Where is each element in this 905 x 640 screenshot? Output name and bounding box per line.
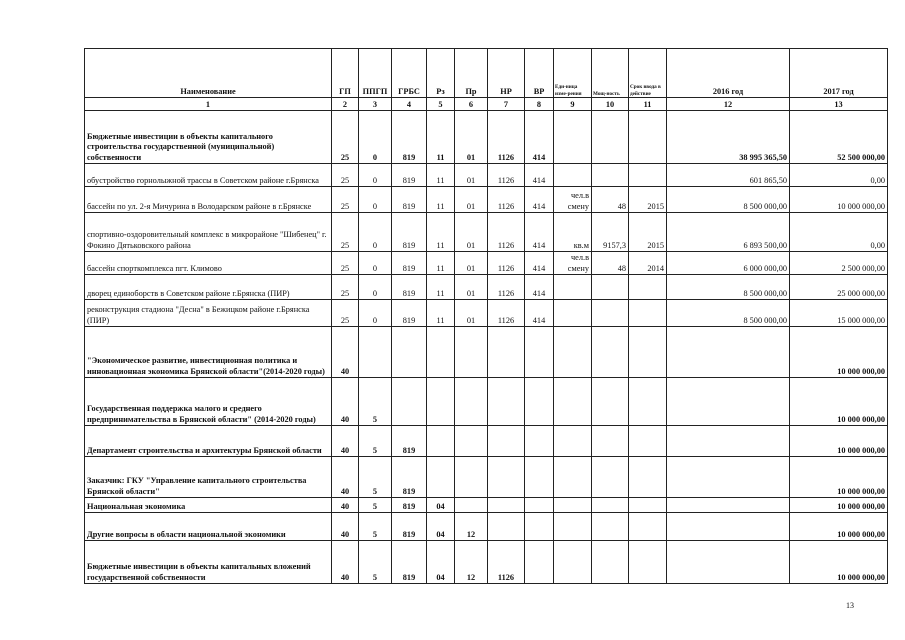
table-row [85, 378, 888, 426]
cell-pr [455, 327, 488, 378]
column-number-cell: 13 [790, 98, 888, 111]
cell-y2016 [667, 457, 790, 498]
cell-y2017: 10 000 000,00 [790, 327, 888, 378]
cell-grbs: 819 [392, 164, 427, 187]
cell-pr [455, 498, 488, 513]
cell-gp: 25 [332, 300, 359, 327]
cell-power [592, 111, 629, 164]
cell-vr: 414 [525, 187, 554, 213]
cell-y2016 [667, 426, 790, 457]
cell-gp: 40 [332, 378, 359, 426]
cell-name: Бюджетные инвестиции в объекты капитального строительства государственной (муниципальной) собственности [85, 111, 332, 164]
header-cell-name: Наименование [85, 49, 332, 98]
header-cell-term: Срок ввода в действие [629, 49, 667, 98]
cell-y2016 [667, 541, 790, 584]
cell-vr [525, 513, 554, 541]
cell-nr: 1126 [488, 213, 525, 252]
cell-ppgp: 0 [359, 111, 392, 164]
cell-vr: 414 [525, 164, 554, 187]
column-number-cell: 1 [85, 98, 332, 111]
cell-power: 48 [592, 187, 629, 213]
column-number-cell: 8 [525, 98, 554, 111]
cell-unit [554, 541, 592, 584]
cell-pr: 12 [455, 541, 488, 584]
cell-name: бассейн спорткомплекса пгт. Климово [85, 252, 332, 275]
cell-power [592, 426, 629, 457]
cell-gp: 40 [332, 426, 359, 457]
column-number-cell: 3 [359, 98, 392, 111]
cell-pr: 01 [455, 300, 488, 327]
cell-gp: 25 [332, 187, 359, 213]
cell-rz: 11 [427, 213, 455, 252]
header-cell-vr: ВР [525, 49, 554, 98]
table-row [85, 252, 888, 275]
cell-y2017: 0,00 [790, 164, 888, 187]
cell-y2017: 10 000 000,00 [790, 498, 888, 513]
cell-term [629, 513, 667, 541]
cell-grbs: 819 [392, 187, 427, 213]
column-number-cell: 12 [667, 98, 790, 111]
cell-nr: 1126 [488, 541, 525, 584]
cell-term: 2015 [629, 213, 667, 252]
cell-ppgp: 5 [359, 457, 392, 498]
cell-rz: 11 [427, 300, 455, 327]
cell-vr [525, 426, 554, 457]
cell-gp: 25 [332, 252, 359, 275]
cell-power [592, 513, 629, 541]
cell-y2016 [667, 378, 790, 426]
cell-grbs: 819 [392, 252, 427, 275]
cell-gp: 40 [332, 498, 359, 513]
column-number-cell: 10 [592, 98, 629, 111]
cell-pr: 01 [455, 213, 488, 252]
cell-vr [525, 327, 554, 378]
cell-nr [488, 513, 525, 541]
cell-name: Другие вопросы в области национальной экономики [85, 513, 332, 541]
header-cell-unit: Еди-ница изме-рения [554, 49, 592, 98]
cell-rz: 04 [427, 541, 455, 584]
page-number: 13 [846, 601, 854, 610]
table-row [85, 300, 888, 327]
cell-nr [488, 378, 525, 426]
column-number-cell: 7 [488, 98, 525, 111]
column-number-cell: 4 [392, 98, 427, 111]
column-number-row [85, 98, 888, 111]
cell-rz: 11 [427, 111, 455, 164]
cell-unit: кв.м [554, 213, 592, 252]
cell-pr: 01 [455, 252, 488, 275]
cell-nr: 1126 [488, 111, 525, 164]
cell-vr: 414 [525, 275, 554, 300]
cell-ppgp: 0 [359, 164, 392, 187]
table-row [85, 213, 888, 252]
cell-y2017: 10 000 000,00 [790, 457, 888, 498]
cell-gp: 25 [332, 213, 359, 252]
cell-nr: 1126 [488, 187, 525, 213]
cell-y2016: 601 865,50 [667, 164, 790, 187]
cell-pr: 01 [455, 187, 488, 213]
cell-grbs: 819 [392, 111, 427, 164]
cell-nr [488, 327, 525, 378]
table-row [85, 426, 888, 457]
cell-grbs: 819 [392, 300, 427, 327]
table-row [85, 498, 888, 513]
cell-y2017: 52 500 000,00 [790, 111, 888, 164]
cell-nr [488, 498, 525, 513]
cell-unit [554, 378, 592, 426]
cell-y2017: 10 000 000,00 [790, 426, 888, 457]
cell-name: Бюджетные инвестиции в объекты капитальных вложений государственной собственности [85, 541, 332, 584]
cell-pr [455, 457, 488, 498]
cell-name: Департамент строительства и архитектуры Брянской области [85, 426, 332, 457]
cell-vr [525, 541, 554, 584]
cell-name: дворец единоборств в Советском районе г.Брянска (ПИР) [85, 275, 332, 300]
cell-y2016 [667, 327, 790, 378]
cell-y2017: 25 000 000,00 [790, 275, 888, 300]
column-number-cell: 6 [455, 98, 488, 111]
cell-term: 2015 [629, 187, 667, 213]
cell-unit [554, 498, 592, 513]
cell-ppgp: 5 [359, 378, 392, 426]
cell-unit: чел.в смену [554, 252, 592, 275]
cell-y2016: 8 500 000,00 [667, 187, 790, 213]
column-number-cell: 2 [332, 98, 359, 111]
cell-grbs: 819 [392, 513, 427, 541]
table-row [85, 111, 888, 164]
cell-power [592, 498, 629, 513]
cell-unit [554, 300, 592, 327]
cell-term: 2014 [629, 252, 667, 275]
cell-term [629, 426, 667, 457]
cell-term [629, 275, 667, 300]
cell-vr: 414 [525, 111, 554, 164]
cell-nr: 1126 [488, 164, 525, 187]
cell-rz: 11 [427, 164, 455, 187]
cell-y2017: 10 000 000,00 [790, 187, 888, 213]
cell-power [592, 327, 629, 378]
cell-y2017: 10 000 000,00 [790, 541, 888, 584]
cell-gp: 40 [332, 457, 359, 498]
cell-ppgp [359, 327, 392, 378]
cell-rz: 04 [427, 498, 455, 513]
cell-grbs: 819 [392, 426, 427, 457]
header-cell-y2017: 2017 год [790, 49, 888, 98]
cell-pr: 01 [455, 111, 488, 164]
table-row [85, 541, 888, 584]
cell-ppgp: 0 [359, 300, 392, 327]
header-cell-gp: ГП [332, 49, 359, 98]
column-number-cell: 5 [427, 98, 455, 111]
cell-y2016: 8 500 000,00 [667, 300, 790, 327]
cell-y2017: 10 000 000,00 [790, 513, 888, 541]
cell-rz: 11 [427, 275, 455, 300]
table-row [85, 457, 888, 498]
cell-grbs: 819 [392, 275, 427, 300]
cell-term [629, 111, 667, 164]
cell-unit [554, 164, 592, 187]
cell-grbs: 819 [392, 457, 427, 498]
cell-grbs: 819 [392, 213, 427, 252]
cell-unit [554, 275, 592, 300]
cell-ppgp: 5 [359, 498, 392, 513]
cell-y2016 [667, 498, 790, 513]
header-cell-ppgp: ППГП [359, 49, 392, 98]
header-cell-nr: НР [488, 49, 525, 98]
cell-name: "Экономическое развитие, инвестиционная политика и инновационная экономика Брянской области"(2014-2020 годы) [85, 327, 332, 378]
cell-rz [427, 378, 455, 426]
cell-power: 9157,3 [592, 213, 629, 252]
cell-y2017: 15 000 000,00 [790, 300, 888, 327]
cell-name: обустройство горнолыжной трассы в Советском районе г.Брянска [85, 164, 332, 187]
header-cell-power: Мощ-ность [592, 49, 629, 98]
cell-power [592, 541, 629, 584]
cell-nr: 1126 [488, 252, 525, 275]
cell-unit: чел.в смену [554, 187, 592, 213]
cell-term [629, 164, 667, 187]
cell-rz: 04 [427, 513, 455, 541]
table-row [85, 187, 888, 213]
cell-term [629, 378, 667, 426]
column-number-cell: 9 [554, 98, 592, 111]
cell-y2016: 38 995 365,50 [667, 111, 790, 164]
cell-power [592, 378, 629, 426]
cell-name: Государственная поддержка малого и среднего предпринимательства в Брянской области" (2014-2020 годы) [85, 378, 332, 426]
cell-name: спортивно-оздоровительный комплекс в микрорайоне "Шибенец" г. Фокино Дятьковского района [85, 213, 332, 252]
cell-gp: 40 [332, 513, 359, 541]
table-row [85, 275, 888, 300]
cell-ppgp: 5 [359, 541, 392, 584]
table-header-row [85, 49, 888, 98]
cell-power [592, 164, 629, 187]
cell-vr [525, 457, 554, 498]
cell-pr: 01 [455, 275, 488, 300]
cell-pr: 12 [455, 513, 488, 541]
column-number-cell: 11 [629, 98, 667, 111]
cell-unit [554, 513, 592, 541]
budget-table [84, 48, 888, 584]
cell-power [592, 457, 629, 498]
cell-ppgp: 0 [359, 252, 392, 275]
cell-gp: 40 [332, 541, 359, 584]
cell-pr: 01 [455, 164, 488, 187]
cell-vr: 414 [525, 300, 554, 327]
cell-term [629, 327, 667, 378]
cell-rz [427, 426, 455, 457]
cell-nr [488, 426, 525, 457]
cell-term [629, 300, 667, 327]
cell-pr [455, 426, 488, 457]
cell-name: бассейн по ул. 2-я Мичурина в Володарском районе в г.Брянске [85, 187, 332, 213]
cell-gp: 25 [332, 275, 359, 300]
cell-y2016: 6 000 000,00 [667, 252, 790, 275]
cell-nr: 1126 [488, 275, 525, 300]
cell-ppgp: 0 [359, 213, 392, 252]
cell-ppgp: 5 [359, 426, 392, 457]
cell-vr: 414 [525, 213, 554, 252]
cell-grbs: 819 [392, 541, 427, 584]
cell-y2017: 10 000 000,00 [790, 378, 888, 426]
cell-power [592, 275, 629, 300]
cell-pr [455, 378, 488, 426]
cell-ppgp: 5 [359, 513, 392, 541]
header-cell-y2016: 2016 год [667, 49, 790, 98]
cell-name: Заказчик: ГКУ "Управление капитального строительства Брянской области" [85, 457, 332, 498]
cell-y2016: 6 893 500,00 [667, 213, 790, 252]
cell-rz [427, 327, 455, 378]
cell-unit [554, 457, 592, 498]
cell-term [629, 457, 667, 498]
cell-y2017: 0,00 [790, 213, 888, 252]
table-row [85, 164, 888, 187]
cell-power: 48 [592, 252, 629, 275]
cell-y2017: 2 500 000,00 [790, 252, 888, 275]
cell-term [629, 498, 667, 513]
header-cell-grbs: ГРБС [392, 49, 427, 98]
cell-rz: 11 [427, 187, 455, 213]
cell-name: реконструкция стадиона "Десна" в Бежицком районе г.Брянска (ПИР) [85, 300, 332, 327]
cell-grbs [392, 378, 427, 426]
cell-vr [525, 498, 554, 513]
cell-vr [525, 378, 554, 426]
cell-ppgp: 0 [359, 275, 392, 300]
cell-gp: 40 [332, 327, 359, 378]
table-row [85, 513, 888, 541]
cell-unit [554, 111, 592, 164]
cell-grbs [392, 327, 427, 378]
cell-vr: 414 [525, 252, 554, 275]
cell-term [629, 541, 667, 584]
cell-ppgp: 0 [359, 187, 392, 213]
cell-nr [488, 457, 525, 498]
cell-y2016: 8 500 000,00 [667, 275, 790, 300]
cell-gp: 25 [332, 164, 359, 187]
cell-power [592, 300, 629, 327]
cell-nr: 1126 [488, 300, 525, 327]
cell-rz [427, 457, 455, 498]
header-cell-rz: Рз [427, 49, 455, 98]
cell-gp: 25 [332, 111, 359, 164]
table-row [85, 327, 888, 378]
cell-unit [554, 327, 592, 378]
header-cell-pr: Пр [455, 49, 488, 98]
cell-name: Национальная экономика [85, 498, 332, 513]
cell-rz: 11 [427, 252, 455, 275]
cell-grbs: 819 [392, 498, 427, 513]
cell-y2016 [667, 513, 790, 541]
cell-unit [554, 426, 592, 457]
